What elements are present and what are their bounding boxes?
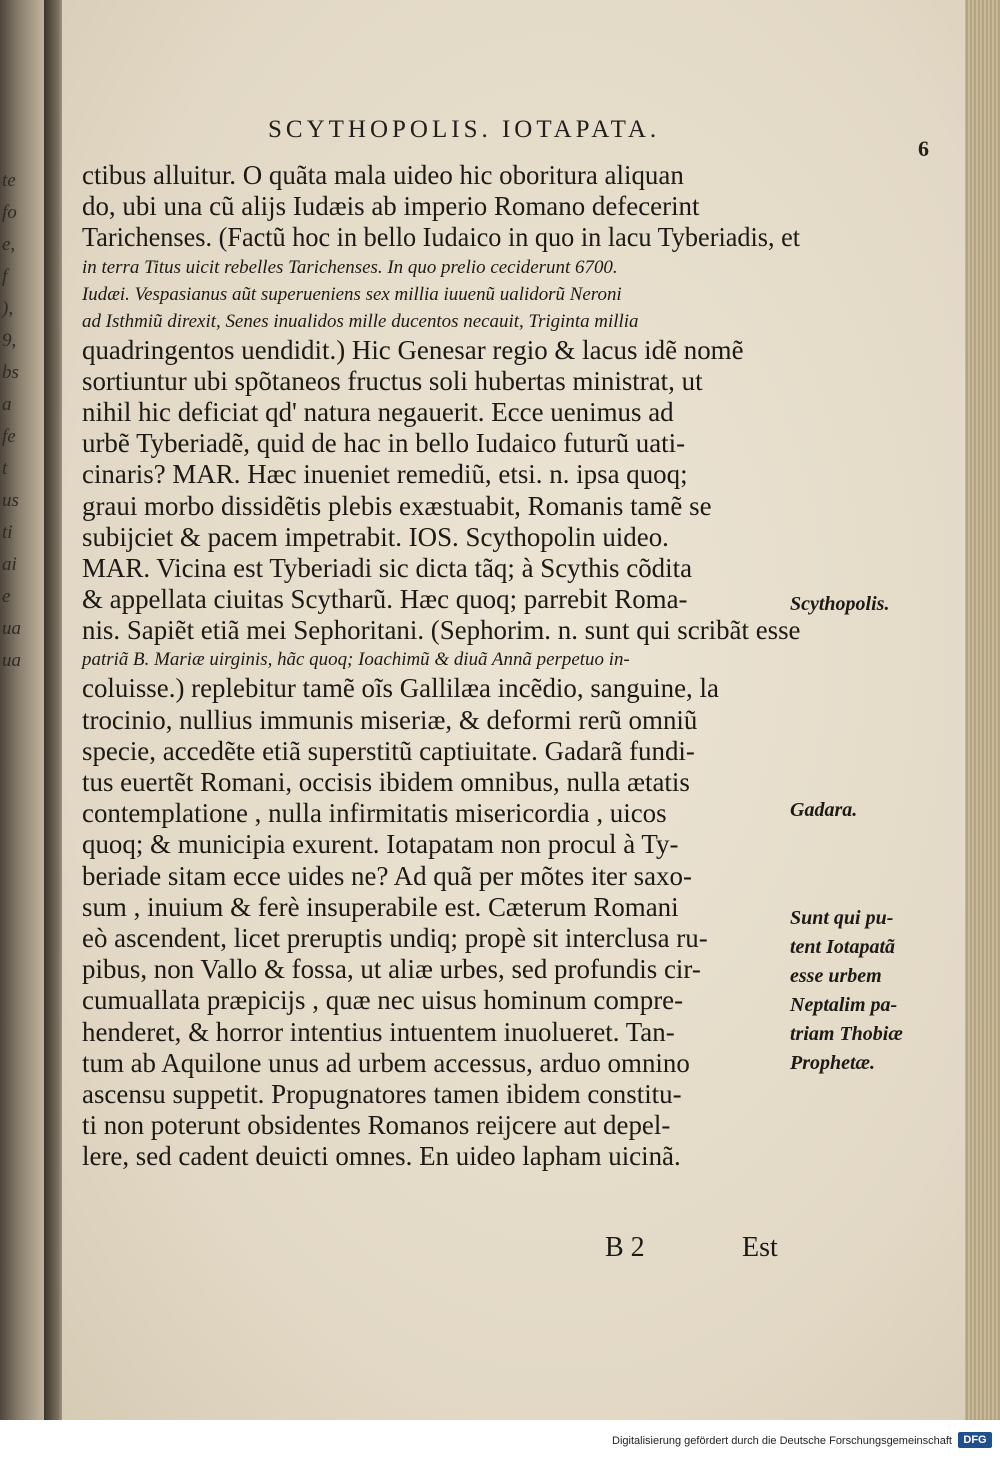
- text-line: trocinio, nullius immunis miseriæ, & deformi rerũ omniũ: [82, 704, 698, 735]
- text-line: cinaris? MAR. Hæc inueniet remediũ, etsi. n. ipsa quoq;: [82, 459, 688, 490]
- body-text: [82, 160, 802, 1172]
- left-page-fragment: bs: [2, 362, 19, 383]
- margin-note-gadara: Gadara.: [790, 799, 858, 821]
- text-line: cumuallata præpicijs , quæ nec uisus hominum compre-: [82, 985, 684, 1016]
- text-line: quadringentos uendidit.) Hic Genesar regio & lacus idẽ nomẽ: [82, 334, 744, 365]
- text-line: nihil hic deficiat qd' natura negauerit. Ecce uenimus ad: [82, 396, 674, 427]
- left-page-fragment: e,: [2, 234, 16, 255]
- page-fore-edge: [965, 0, 1000, 1420]
- text-line: quoq; & municipia exurent. Iotapatam non procul à Ty-: [82, 829, 679, 860]
- left-page-fragment: ua: [2, 618, 21, 639]
- dfg-logo: DFG: [958, 1432, 992, 1448]
- catchword: Est: [742, 1232, 778, 1263]
- text-line: lere, sed cadent deuicti omnes. En uideo lapham uicinã.: [82, 1141, 681, 1172]
- margin-note-line: Sunt qui pu-: [790, 907, 894, 929]
- left-page-fragment: a: [2, 394, 12, 415]
- left-page-fragment: t: [2, 458, 8, 479]
- signature-mark: B 2: [605, 1232, 645, 1263]
- left-page-fragment: e: [2, 586, 11, 607]
- text-line: specie, accedẽte etiã superstitũ captiuitate. Gadarã fundi-: [82, 735, 695, 766]
- margin-note-line: Prophetæ.: [790, 1052, 875, 1074]
- text-line: contemplatione , nulla infirmitatis misericordia , uicos: [82, 798, 667, 829]
- text-line: ctibus alluitur. O quãta mala uideo hic oboritura aliquan: [82, 160, 684, 190]
- text-line: ascensu suppetit. Propugnatores tamen ibidem constitu-: [82, 1078, 682, 1109]
- left-page-fragment: fe: [2, 426, 16, 447]
- margin-note-line: triam Thobiæ: [790, 1023, 903, 1045]
- running-head: SCYTHOPOLIS. IOTAPATA.: [268, 116, 661, 143]
- left-page-fragment: te: [2, 170, 16, 191]
- left-page-fragment: fo: [2, 202, 17, 223]
- previous-page-edge: [0, 0, 48, 1420]
- margin-note-line: esse urbem: [790, 965, 882, 987]
- text-line: MAR. Vicina est Tyberiadi sic dicta tãq; à Scythis cõdita: [82, 552, 693, 583]
- text-line: do, ubi una cũ alijs Iudæis ab imperio Romano defecerint: [82, 191, 700, 222]
- page-number: 6: [918, 136, 929, 161]
- text-line: in terra Titus uicit rebelles Tarichenses. In quo prelio ceciderunt 6700.: [82, 256, 618, 278]
- margin-note-line: tent Iotapatã: [790, 936, 896, 958]
- text-line: patriã B. Mariæ uirginis, hãc quoq; Ioachimũ & diuã Annã perpetuo in-: [82, 649, 630, 671]
- footer-credit: Digitalisierung gefördert durch die Deutsche Forschungsgemeinschaft: [612, 1435, 952, 1447]
- text-line: henderet, & horror intentius intuentem inuolueret. Tan-: [82, 1016, 675, 1047]
- text-line: coluisse.) replebitur tamẽ oĩs Gallilæa incẽdio, sanguine, la: [82, 673, 719, 704]
- text-line: ad Isthmiũ direxit, Senes inualidos mille ducentos necauit, Triginta millia: [82, 310, 639, 332]
- margin-note-iotapata: [790, 904, 903, 1078]
- left-page-fragment: us: [2, 490, 19, 511]
- text-line: eò ascendent, licet preruptis undiq; propè sit interclusa ru-: [82, 922, 708, 953]
- text-line: tus euertẽt Romani, occisis ibidem omnibus, nulla ætatis: [82, 767, 690, 797]
- left-page-fragment: ai: [2, 554, 17, 575]
- text-line: sum , inuium & ferè insuperabile est. Cæterum Romani: [82, 891, 679, 922]
- left-page-fragment: 9,: [2, 330, 17, 351]
- left-page-fragment: f: [2, 266, 8, 287]
- text-line: subijciet & pacem impetrabit. IOS. Scythopolin uideo.: [82, 521, 669, 552]
- text-line: ti non poterunt obsidentes Romanos reijcere aut depel-: [82, 1110, 671, 1141]
- text-line: Iudæi. Vespasianus aũt superueniens sex millia iuuenũ ualidorũ Neroni: [82, 283, 622, 305]
- text-line: tum ab Aquilone unus ad urbem accessus, arduo omnino: [82, 1047, 690, 1078]
- text-line: sortiuntur ubi spõtaneos fructus soli hubertas ministrat, ut: [82, 365, 703, 396]
- left-page-fragment: ua: [2, 650, 21, 671]
- text-line: pibus, non Vallo & fossa, ut aliæ urbes, sed profundis cir-: [82, 954, 701, 985]
- text-line: urbẽ Tyberiadẽ, quid de hac in bello Iudaico futurũ uati-: [82, 428, 686, 459]
- text-line: beriade sitam ecce uides ne? Ad quã per mõtes iter saxo-: [82, 860, 692, 891]
- left-page-fragment: ),: [2, 298, 14, 319]
- text-line: & appellata ciuitas Scytharũ. Hæc quoq; parrebit Roma-: [82, 584, 688, 615]
- text-line: Tarichenses. (Factũ hoc in bello Iudaico in quo in lacu Tyberiadis, et: [82, 222, 801, 253]
- text-line: graui morbo dissidẽtis plebis exæstuabit, Romanis tamẽ se: [82, 490, 712, 521]
- margin-note-line: Neptalim pa-: [790, 994, 898, 1016]
- left-page-fragment: ti: [2, 522, 13, 543]
- text-line: nis. Sapiẽt etiã mei Sephoritani. (Sephorim. n. sunt qui scribãt esse: [82, 615, 801, 646]
- margin-note-scythopolis: Scythopolis.: [790, 593, 890, 615]
